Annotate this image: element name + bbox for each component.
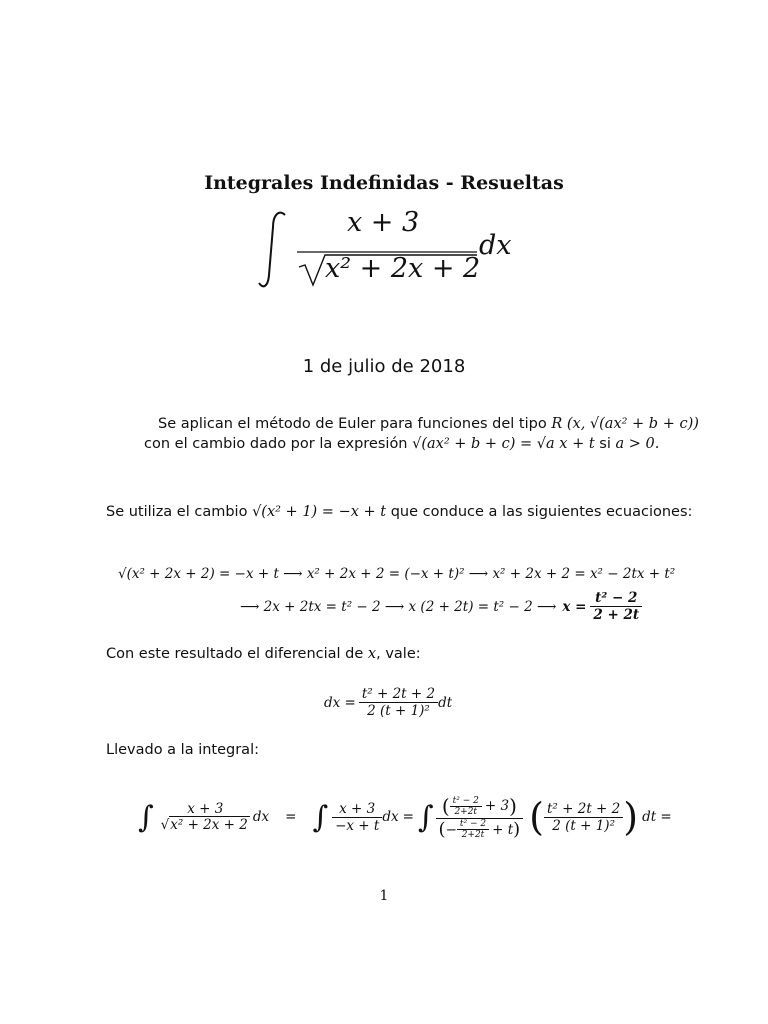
dx-lhs: dx = [324, 694, 356, 711]
change-sentence [106, 504, 692, 520]
equation-line-2-prefix: ⟶ 2x + 2tx = t² − 2 ⟶ x (2 + 2t) = t² − 2 ⟶ [240, 598, 557, 615]
int3-num-inner-fraction [450, 796, 482, 817]
integral-sign [259, 213, 285, 287]
integral-sign-3: ∫ [417, 799, 434, 835]
paren-numerator: t² + 2t + 2 [547, 800, 621, 817]
int1-numerator: x + 3 [187, 801, 224, 817]
integral-sign-2: ∫ [312, 799, 329, 835]
int3-num-paren-open: ( [441, 794, 450, 818]
change-math: √(x² + 1) = −x + t [252, 504, 387, 520]
intro-line-1 [158, 416, 699, 432]
dx-denominator: 2 (t + 1)² [359, 702, 438, 719]
int3-fraction [436, 794, 524, 840]
int3-den-paren-close: ) [513, 819, 521, 840]
main-integral-numerator: x + 3 [347, 207, 420, 238]
int3-den-minus: − [445, 821, 457, 838]
intro-math-1: R (x, √(ax² + b + c)) [551, 416, 699, 432]
int3-denominator [436, 818, 524, 840]
int3-num-inner-num: t² − 2 [452, 795, 479, 806]
differential-var: x [367, 646, 377, 662]
main-integral [255, 205, 525, 300]
equals-1: = [285, 809, 297, 825]
equation-line-1: √(x² + 2x + 2) = −x + t ⟶ x² + 2x + 2 = (−x + t)² ⟶ x² + 2x + 2 = x² − 2tx + t² [118, 566, 676, 582]
main-integral-radicand: x² + 2x + 2 [325, 253, 481, 284]
page-number: 1 [379, 888, 389, 904]
big-paren-open: ( [529, 795, 544, 839]
differential-text: Con este resultado el diferencial de [106, 646, 364, 662]
intro-math-2: √(ax² + b + c) = √a x + t [412, 436, 595, 452]
int2-dx: dx [382, 809, 399, 825]
int1-sqrt: √x² + 2x + 2 [160, 817, 248, 833]
dx-numerator: t² + 2t + 2 [361, 686, 436, 702]
int3-den-inner-den: 2+2t [457, 829, 489, 840]
document-date: 1 de julio de 2018 [302, 356, 466, 377]
int1-dx: dx [252, 809, 270, 825]
result-lhs: x = [562, 598, 587, 615]
differential-text-end: , vale: [376, 646, 421, 662]
intro-condition: a > 0. [615, 436, 660, 452]
change-text-b: que conduce a las siguientes ecuaciones: [390, 504, 693, 520]
integral-sign-1: ∫ [138, 799, 154, 835]
int2-numerator: x + 3 [339, 800, 376, 817]
intro-text-2a: con el cambio dado por la expresión [144, 436, 408, 452]
dx-formula [324, 686, 452, 719]
main-integral-differential: dx [479, 230, 512, 261]
dx-tail: dt [438, 694, 453, 711]
intro-text-2b: si [599, 436, 611, 452]
big-paren-close: ) [623, 795, 639, 839]
change-text-a: Se utiliza el cambio [106, 504, 248, 520]
result-denominator: 2 + 2t [590, 606, 642, 623]
intro-text-1: Se aplican el método de Euler para funciones del tipo [158, 416, 547, 432]
int3-den-inner-num: t² − 2 [459, 819, 487, 829]
int3-numerator [436, 794, 524, 818]
int3-den-inner-fraction [457, 819, 489, 840]
final-integral-chain [138, 794, 672, 840]
int3-den-tail: + t [492, 821, 514, 838]
paren-fraction [544, 801, 623, 834]
int3-num-tail: + 3 [484, 798, 510, 814]
int2-denominator: −x + t [332, 817, 382, 834]
int1-denominator [158, 817, 253, 833]
result-fraction [590, 590, 642, 623]
int3-den-paren-open: ( [438, 819, 446, 840]
result-numerator: t² − 2 [595, 590, 638, 606]
differential-sentence [106, 646, 421, 662]
paren-denominator: 2 (t + 1)² [544, 817, 623, 834]
int1-fraction [158, 801, 253, 833]
int3-num-paren-close: ) [509, 794, 517, 818]
dx-fraction [359, 686, 438, 719]
intro-line-2 [144, 436, 659, 452]
dt-equals: dt = [642, 809, 672, 825]
int3-num-inner-den: 2+2t [450, 806, 482, 817]
equation-line-2 [240, 590, 642, 623]
equals-2: = [402, 809, 414, 825]
int2-fraction [332, 801, 382, 834]
llevado-text: Llevado a la integral: [106, 742, 259, 758]
page-title: Integrales Indefinidas - Resueltas [204, 172, 564, 194]
int1-radicand: x² + 2x + 2 [170, 817, 248, 833]
